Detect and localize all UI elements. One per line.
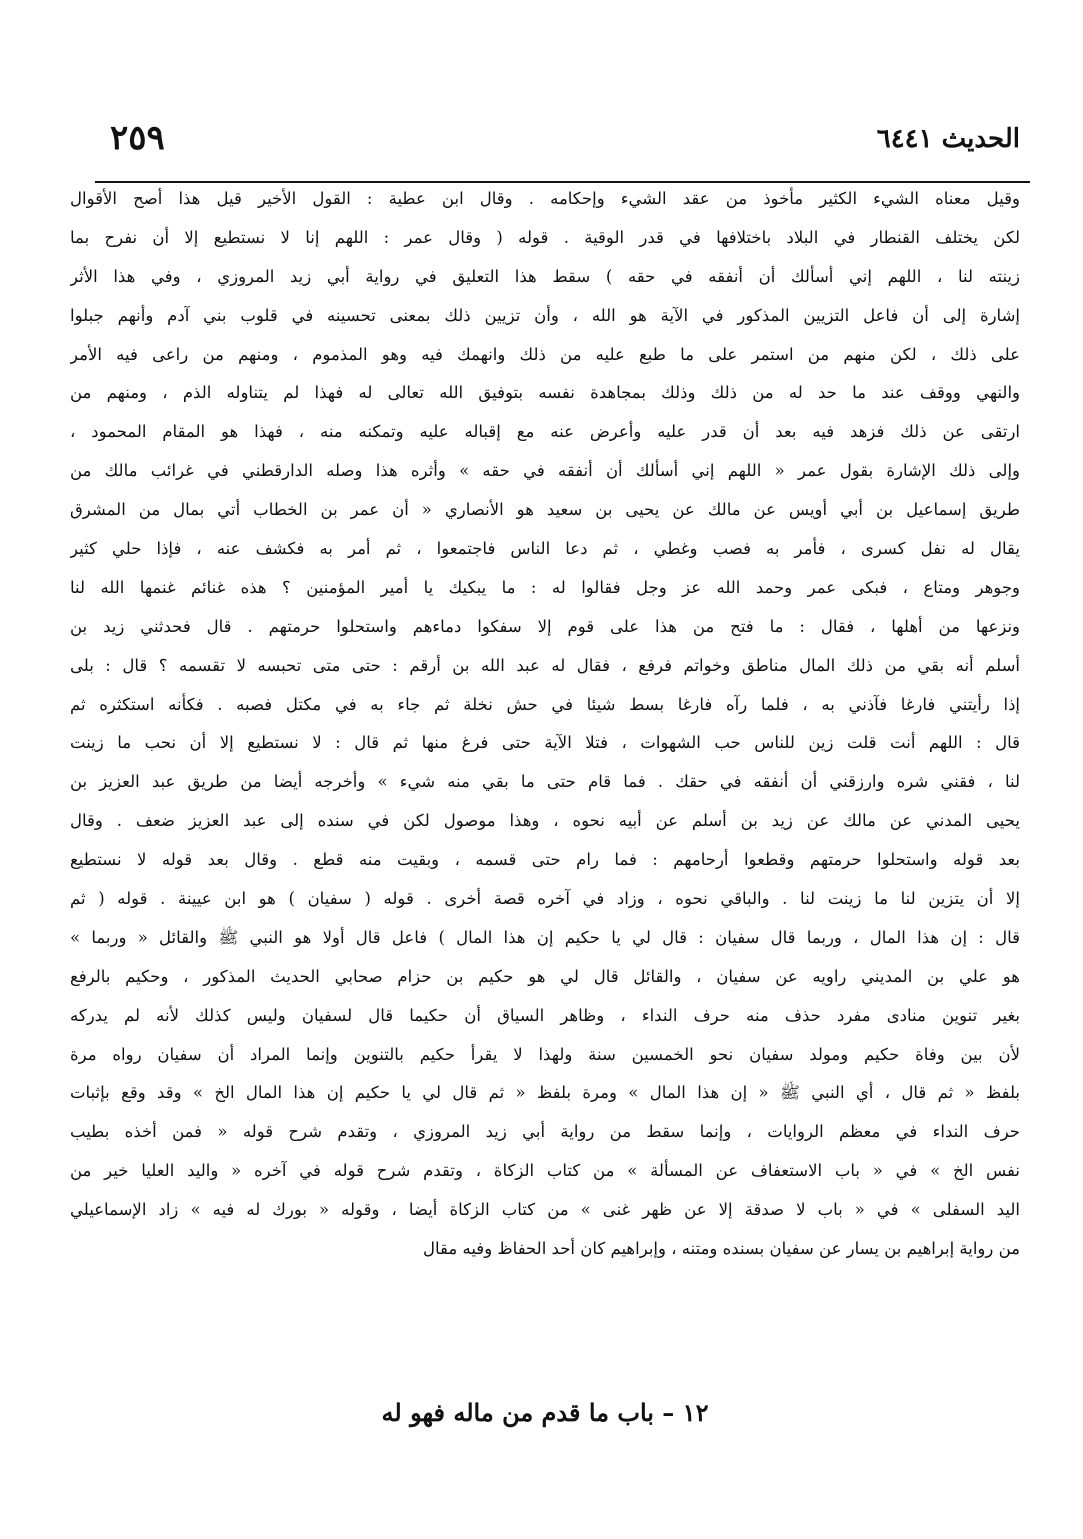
text-line: إذا رأيتني فارغا فآذني به ، فلما رآه فارغا بسط شيئا في حش نخلة ثم جاء به في مكتل فصبه . فكأنه استكثره ثم <box>70 694 1020 714</box>
text-line: لكن يختلف القنطار في البلاد باختلافها في قدر الوقية . قوله ( وقال عمر : اللهم إنا لا نستطيع إلا أن نفرح بما <box>70 227 1020 247</box>
text-line: لنا ، فقني شره وارزقني أن أنفقه في حقك . فما قام حتى ما بقي منه شيء » وأخرجه أيضا من طريق عبد العزيز بن <box>70 772 1020 792</box>
text-line: قال : اللهم أنت قلت زين للناس حب الشهوات ، فتلا الآية حتى فرغ منها ثم قال : لا نستطيع إلا أن نحب ما زينت <box>70 733 1020 753</box>
text-line: قال : إن هذا المال ، وربما قال سفيان : قال لي يا حكيم إن هذا المال ) فاعل قال أولا هو النبي ﷺ والقائل « وربما » <box>70 927 1020 947</box>
text-line: نفس الخ » في « باب الاستعفاف عن المسألة » من كتاب الزكاة ، وتقدم شرح قوله في آخره « واليد العليا خير من <box>70 1161 1020 1181</box>
text-line: من رواية إبراهيم بن يسار عن سفيان بسنده ومتنه ، وإبراهيم كان أحد الحفاظ وفيه مقال <box>423 1239 1020 1259</box>
text-line: لأن بين وفاة حكيم ومولد سفيان نحو الخمسين سنة ولهذا لا يقرأ حكيم بالتنوين وإنما المراد أن سفيان رواه مرة <box>70 1044 1020 1064</box>
text-line: والنهي ووقف عند ما حد له من ذلك وذلك بمجاهدة نفسه بتوفيق الله تعالى له فهذا لم يتناوله الذم ، ومنهم من <box>70 383 1020 403</box>
body-text <box>70 180 1020 1269</box>
text-line: وإلى ذلك الإشارة بقول عمر « اللهم إني أسألك أن أنفقه في حقه » وأثره هذا وصله الدارقطني في غرائب مالك من <box>70 461 1020 481</box>
text-line: أسلم أنه بقي من ذلك المال مناطق وخواتم فرفع ، فقال له عبد الله بن أرقم : حتى متى تحبسه لا تقسمه ؟ قال : بلى <box>70 655 1020 675</box>
text-line: بعد قوله واستحلوا حرمتهم وقطعوا أرحامهم : فما رام حتى قسمه ، وبقيت منه قطع . وقال بعد قوله لا نستطيع <box>70 850 1020 870</box>
text-line: على ذلك ، لكن منهم من استمر على ما طبع عليه من ذلك وانهمك فيه وهو المذموم ، ومنهم من راعى فيه الأمر <box>70 344 1020 364</box>
text-line: إشارة إلى أن فاعل التزيين المذكور في الآية هو الله ، وأن تزيين ذلك بمعنى تحسينه في قلوب بني آدم وأنهم جبلوا <box>70 305 1020 325</box>
chapter-heading: ١٢ – باب ما قدم من ماله فهو له <box>381 1398 709 1427</box>
text-line: وجوهر ومتاع ، فبكى عمر وحمد الله عز وجل فقالوا له : ما يبكيك يا أمير المؤمنين ؟ هذه غنائم غنمها الله لنا <box>70 577 1020 597</box>
text-line: وقيل معناه الشيء الكثير مأخوذ من عقد الشيء وإحكامه . وقال ابن عطية : القول الأخير قيل هذا أصح الأقوال <box>70 189 1020 208</box>
text-line: حرف النداء في معظم الروايات ، وإنما سقط من رواية أبي زيد المروزي ، وتقدم شرح قوله « فمن أخذه بطيب <box>70 1122 1020 1142</box>
page-number: ٢٥٩ <box>110 118 165 158</box>
text-line: إلا أن يتزين لنا ما زينت لنا . والباقي نحوه ، وزاد في آخره قصة أخرى . قوله ( سفيان ) هو ابن عيينة . قوله ( ثم <box>70 889 1020 909</box>
text-line: هو علي بن المديني راويه عن سفيان ، والقائل قال لي هو حكيم بن حزام صحابي الحديث المذكور ، وحكيم بالرفع <box>70 966 1020 986</box>
page-header <box>70 118 1020 168</box>
text-line: طريق إسماعيل بن أبي أويس عن مالك عن يحيى بن سعيد هو الأنصاري « أن عمر بن الخطاب أتي بمال من المشرق <box>70 500 1020 520</box>
text-line: اليد السفلى » في « باب لا صدقة إلا عن ظهر غنى » من كتاب الزكاة أيضا ، وقوله « بورك له فيه » زاد الإسماعيلي <box>70 1200 1020 1220</box>
text-line: ارتقى عن ذلك فزهد فيه بعد أن قدر عليه وأعرض عنه مع إقباله عليه وتمكنه منه ، فهذا هو المقام المحمود ، <box>70 422 1020 442</box>
text-line: بلفظ « ثم قال ، أي النبي ﷺ « إن هذا المال » ومرة بلفظ « ثم قال لي يا حكيم إن هذا المال الخ » وقد وقع بإثبات <box>70 1083 1020 1103</box>
text-line: يقال له نفل كسرى ، فأمر به فصب وغطي ، ثم دعا الناس فاجتمعوا ، ثم أمر به فكشف عنه ، فإذا حلي كثير <box>70 539 1020 559</box>
running-head: الحديث ٦٤٤١ <box>876 124 1020 154</box>
text-line: ونزعها من أهلها ، فقال : ما فتح من هذا على قوم إلا سفكوا دماءهم واستحلوا حرمتهم . قال فحدثني زيد بن <box>70 616 1020 636</box>
text-line: زينته لنا ، اللهم إني أسألك أن أنفقه في حقه ) سقط هذا التعليق في رواية أبي زيد المروزي ، وفي هذا الأثر <box>70 266 1020 286</box>
text-line: يحيى المدني عن مالك عن زيد بن أسلم عن أبيه نحوه ، وهذا موصول لكن في سنده إلى عبد العزيز ضعف . وقال <box>70 811 1020 831</box>
book-page <box>70 100 1020 1490</box>
text-line: بغير تنوين منادى مفرد حذف منه حرف النداء ، وظاهر السياق أن حكيما قال لسفيان وليس كذلك لأنه لم يدركه <box>70 1005 1020 1025</box>
